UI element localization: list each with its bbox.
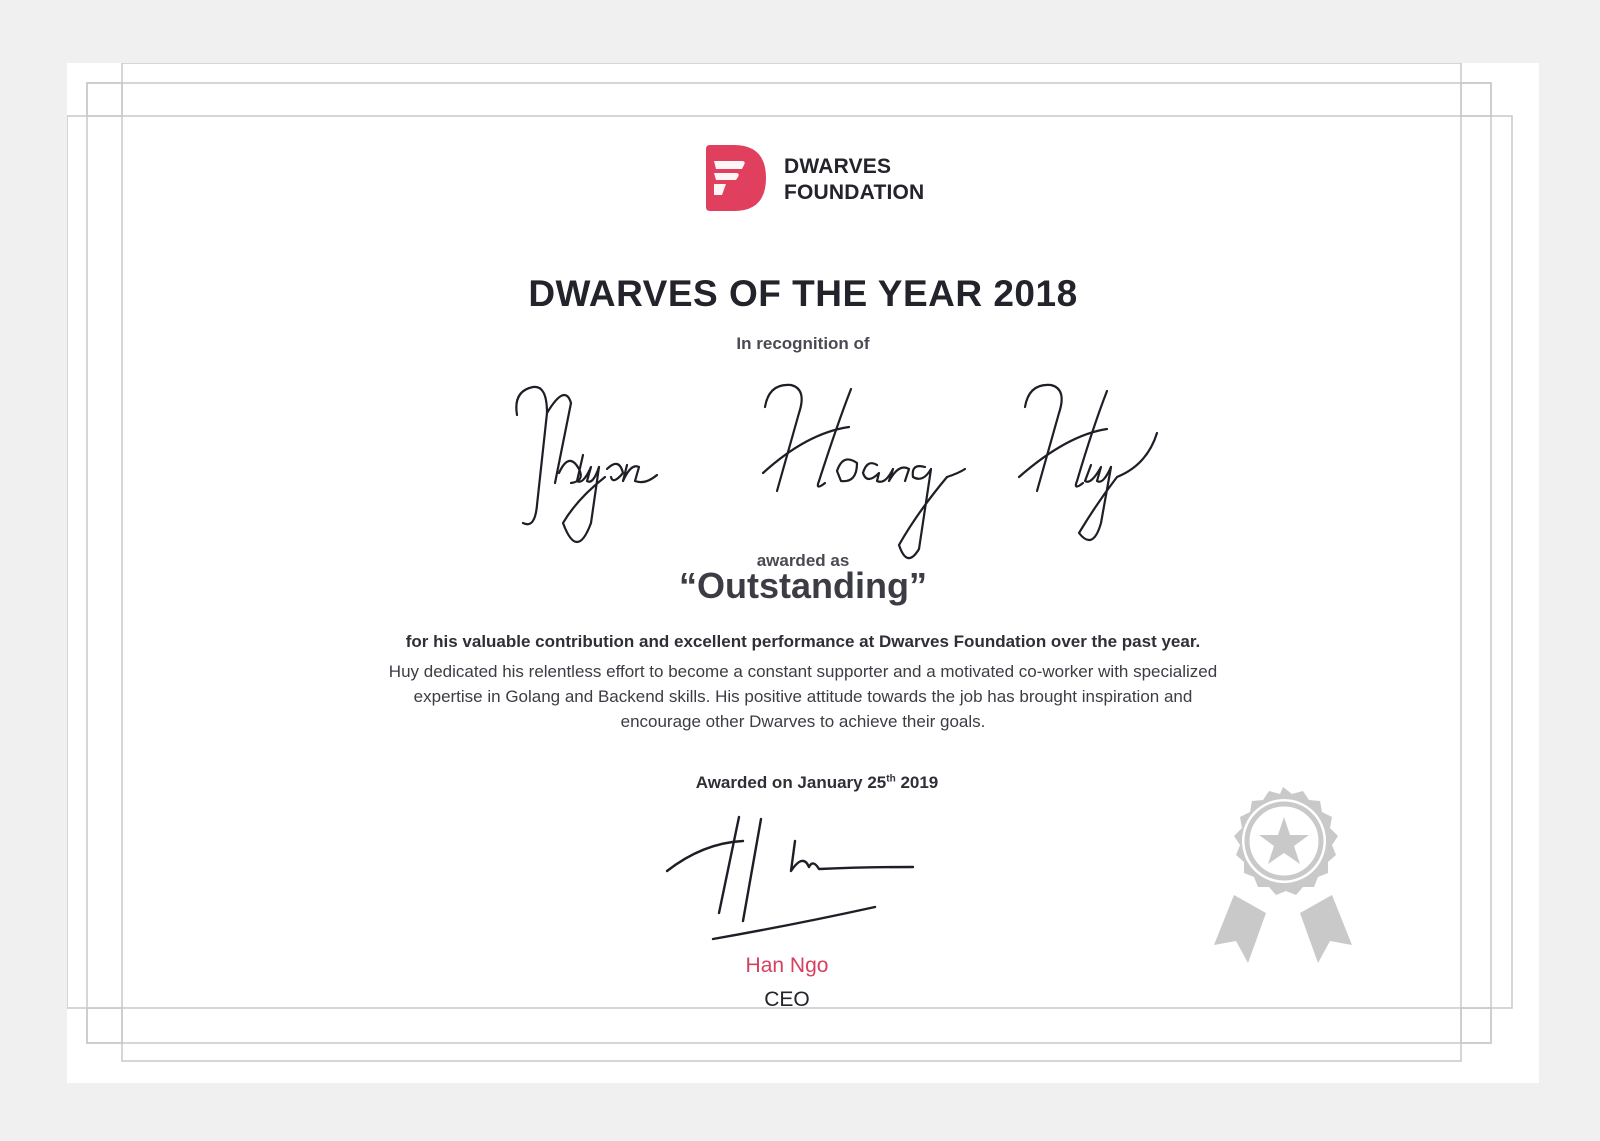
- dwarves-logo-icon: [706, 145, 766, 211]
- organization-name-line1: DWARVES: [784, 155, 892, 178]
- ceo-signature: [663, 813, 923, 948]
- award-date: [647, 773, 987, 793]
- signer-name: Han Ngo: [745, 954, 829, 977]
- award-name: “Outstanding”: [679, 565, 927, 606]
- award-seal-icon: [1210, 785, 1356, 967]
- organization-name-line2: FOUNDATION: [784, 181, 925, 204]
- award-date-prefix: Awarded on January 25: [695, 773, 887, 792]
- award-description: Huy dedicated his relentless effort to become a constant supporter and a motivated co-worker with specialized expertise in Golang and Backend skills. His positive attitude towards the job has brought inspiration and encourage other Dwarves to achieve their goals.: [388, 662, 1218, 731]
- award-date-ordinal: th: [886, 773, 896, 785]
- award-date-year: 2019: [895, 773, 939, 792]
- organization-name: [784, 154, 924, 206]
- certificate: [67, 63, 1539, 1083]
- signer-role: CEO: [764, 988, 810, 1011]
- recognition-text: In recognition of: [736, 334, 870, 353]
- certificate-title: DWARVES OF THE YEAR 2018: [528, 273, 1078, 314]
- awarded-as-text: awarded as: [756, 551, 850, 570]
- recipient-name-handwritten: [507, 373, 1167, 573]
- award-reason: for his valuable contribution and excellent performance at Dwarves Foundation over the past year.: [405, 632, 1201, 651]
- organization-logo: [706, 145, 946, 217]
